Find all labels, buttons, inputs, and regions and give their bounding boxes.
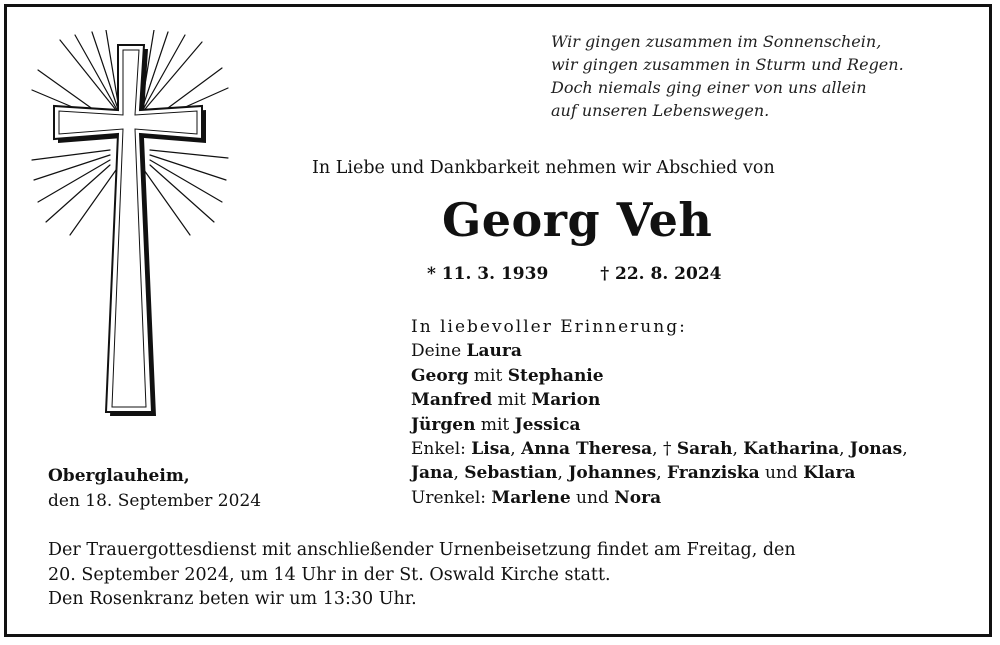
- family-member-name: Katharina: [743, 439, 840, 460]
- service-line: Der Trauergottesdienst mit anschließender Urnenbeisetzung findet am Freitag, den: [48, 540, 796, 560]
- family-text: ,: [656, 463, 668, 484]
- family-text: ,: [453, 463, 465, 484]
- family-text: mit: [475, 414, 515, 435]
- family-text: , †: [652, 439, 677, 460]
- intro-text: In Liebe und Dankbarkeit nehmen wir Abschied von: [312, 158, 775, 178]
- family-member-name: Johannes: [568, 463, 657, 484]
- life-dates: [427, 264, 722, 284]
- death-date: † 22. 8. 2024: [600, 264, 722, 284]
- cross-body: [54, 45, 202, 412]
- family-text: und: [759, 463, 804, 484]
- family-member-name: Laura: [466, 341, 522, 362]
- poem-line: auf unseren Lebenswegen.: [551, 101, 770, 120]
- family-member-name: Manfred: [411, 390, 493, 411]
- family-member-name: Jürgen: [411, 414, 476, 435]
- family-text: mit: [468, 365, 508, 386]
- family-member-name: Jana: [411, 463, 454, 484]
- deceased-name: Georg Veh: [442, 193, 713, 247]
- family-line-greatgrandchildren: [411, 486, 908, 510]
- place-date: [48, 464, 261, 514]
- family-line-grandchildren: [411, 461, 908, 485]
- family-member-name: Marion: [531, 390, 601, 411]
- family-line-child: [411, 364, 908, 388]
- family-line-wife: [411, 339, 908, 363]
- poem-line: wir gingen zusammen in Sturm und Regen.: [551, 55, 904, 74]
- poem-line: Wir gingen zusammen im Sonnenschein,: [551, 32, 882, 51]
- family-list: [411, 315, 908, 510]
- service-line: 20. September 2024, um 14 Uhr in der St. Oswald Kirche statt.: [48, 564, 611, 585]
- family-text: und: [570, 487, 615, 508]
- family-member-name: Jonas: [849, 439, 903, 460]
- poem: [551, 30, 904, 122]
- family-member-name: Jessica: [514, 414, 581, 435]
- family-text: ,: [839, 439, 850, 460]
- family-line-child: [411, 388, 908, 412]
- family-heading: In liebevoller Erinnerung:: [411, 317, 687, 337]
- family-member-name: Stephanie: [507, 365, 604, 386]
- family-text: ,: [732, 439, 744, 460]
- family-line-child: [411, 413, 908, 437]
- family-member-name: Sarah: [676, 439, 733, 460]
- family-member-name: Sebastian: [464, 463, 558, 484]
- family-member-name: Lisa: [471, 439, 511, 460]
- family-member-name: Franziska: [667, 463, 760, 484]
- family-member-name: Georg: [411, 365, 469, 386]
- family-member-name: Marlene: [491, 487, 571, 508]
- service-line: Den Rosenkranz beten wir um 13:30 Uhr.: [48, 589, 417, 609]
- cross-icon: [30, 30, 230, 430]
- family-text: mit: [492, 390, 532, 411]
- family-text: ,: [510, 439, 522, 460]
- poem-line: Doch niemals ging einer von uns allein: [551, 78, 867, 97]
- family-text: Urenkel:: [411, 487, 492, 508]
- family-member-name: Klara: [803, 463, 856, 484]
- family-line-grandchildren: [411, 437, 908, 461]
- service-info: [48, 538, 796, 612]
- family-text: Deine: [411, 341, 467, 362]
- notice-date: den 18. September 2024: [48, 491, 262, 511]
- family-text: ,: [902, 439, 908, 460]
- family-text: Enkel:: [411, 439, 472, 460]
- town: Oberglauheim,: [48, 466, 190, 486]
- family-text: ,: [557, 463, 569, 484]
- family-member-name: Anna Theresa: [521, 439, 653, 460]
- family-member-name: Nora: [614, 487, 662, 508]
- birth-date: * 11. 3. 1939: [427, 264, 549, 284]
